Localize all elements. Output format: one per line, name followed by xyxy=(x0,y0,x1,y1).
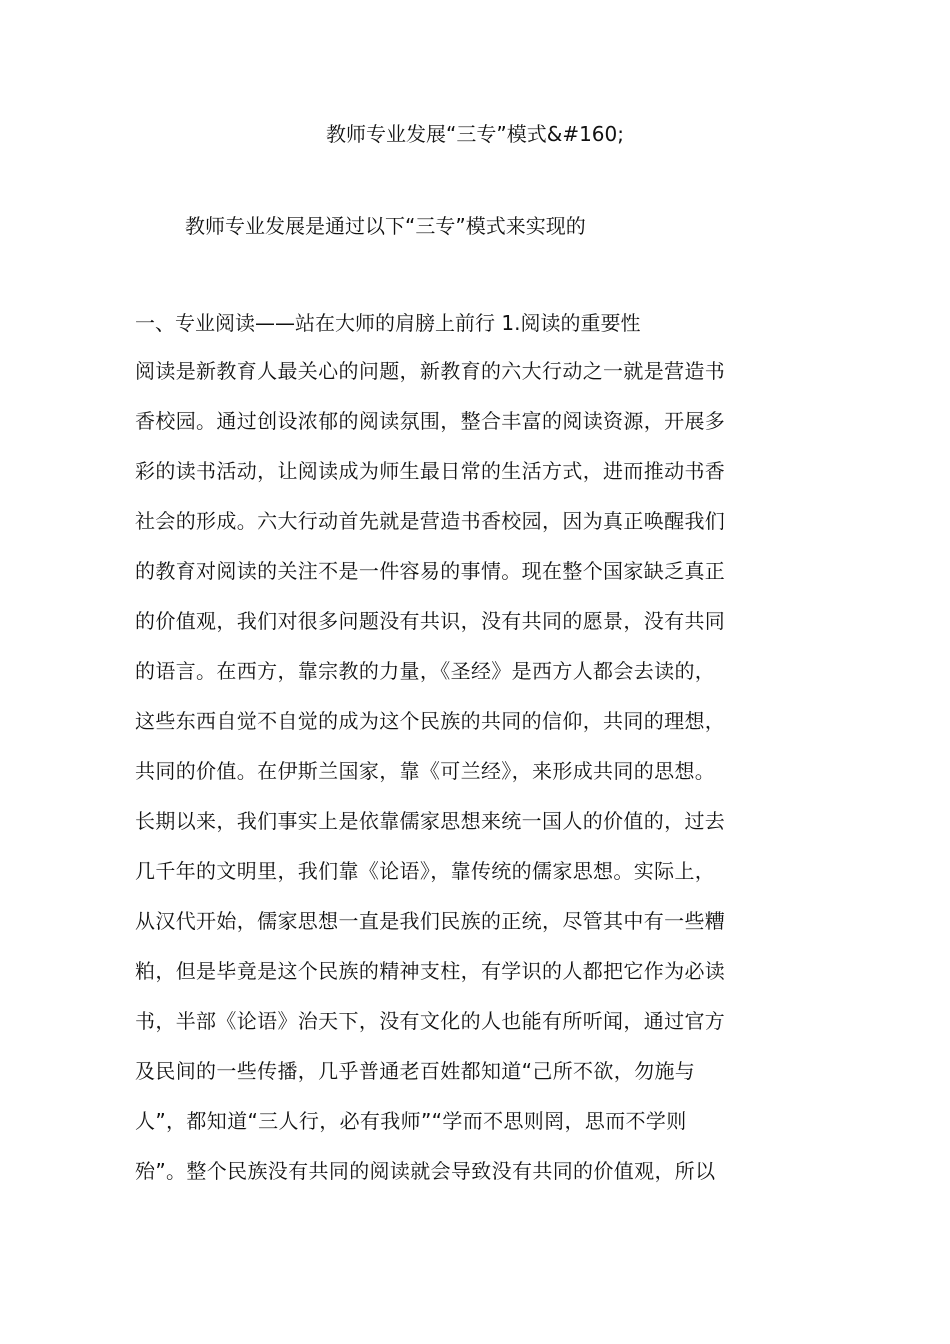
body-line-7: 的语言。在西方，靠宗教的力量，《圣经》是西方人都会去读的， xyxy=(135,659,716,683)
body-line-4: 社会的形成。六大行动首先就是营造书香校园，因为真正唤醒我们 xyxy=(135,509,726,533)
document-subtitle: 教师专业发展是通过以下“三专”模式来实现的 xyxy=(185,214,586,238)
body-line-17: 殆”。整个民族没有共同的阅读就会导致没有共同的价值观，所以 xyxy=(135,1159,716,1183)
body-line-3: 彩的读书活动，让阅读成为师生最日常的生活方式，进而推动书香 xyxy=(135,459,726,483)
body-line-2: 香校园。通过创设浓郁的阅读氛围，整合丰富的阅读资源，开展多 xyxy=(135,409,726,433)
body-line-8: 这些东西自觉不自觉的成为这个民族的共同的信仰，共同的理想， xyxy=(135,709,726,733)
body-line-12: 从汉代开始，儒家思想一直是我们民族的正统，尽管其中有一些糟 xyxy=(135,909,726,933)
body-line-1: 阅读是新教育人最关心的问题，新教育的六大行动之一就是营造书 xyxy=(135,359,726,383)
body-line-13: 粕，但是毕竟是这个民族的精神支柱，有学识的人都把它作为必读 xyxy=(135,959,726,983)
body-line-14: 书，半部《论语》治天下，没有文化的人也能有所听闻，通过官方 xyxy=(135,1009,726,1033)
body-line-15: 及民间的一些传播，几乎普通老百姓都知道“己所不欲，勿施与 xyxy=(135,1059,696,1083)
body-line-5: 的教育对阅读的关注不是一件容易的事情。现在整个国家缺乏真正 xyxy=(135,559,726,583)
document-title: 教师专业发展“三专”模式&#160; xyxy=(326,122,624,146)
body-line-6: 的价值观，我们对很多问题没有共识，没有共同的愿景，没有共同 xyxy=(135,609,726,633)
body-line-16: 人”，都知道“三人行，必有我师”“学而不思则罔，思而不学则 xyxy=(135,1109,687,1133)
section-heading: 一、专业阅读——站在大师的肩膀上前行 1.阅读的重要性 xyxy=(135,311,641,335)
body-line-11: 几千年的文明里，我们靠《论语》，靠传统的儒家思想。实际上， xyxy=(135,859,716,883)
body-text xyxy=(135,354,815,1204)
body-line-10: 长期以来，我们事实上是依靠儒家思想来统一国人的价值的，过去 xyxy=(135,809,726,833)
body-line-9: 共同的价值。在伊斯兰国家，靠《可兰经》，来形成共同的思想。 xyxy=(135,759,716,783)
